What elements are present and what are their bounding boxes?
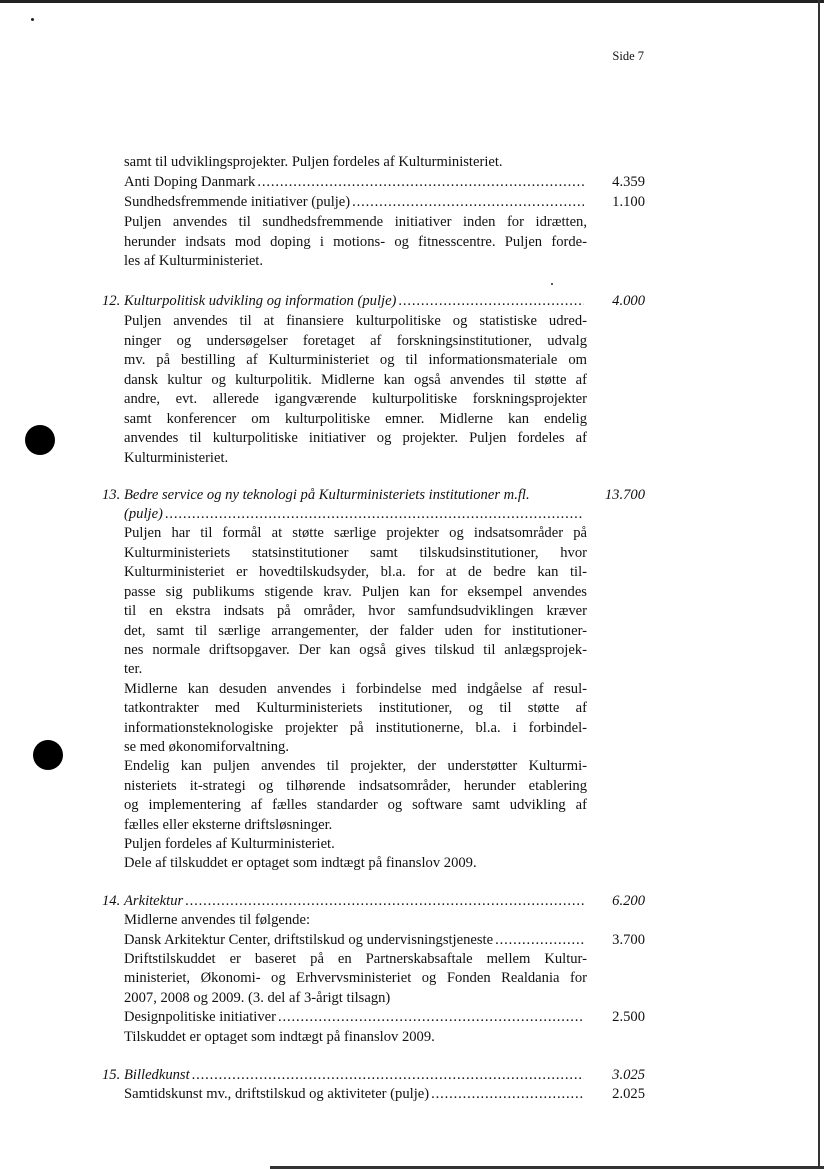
section-amount: 4.000 xyxy=(612,293,645,309)
body-line: fælles eller eksterne driftsløsninger. xyxy=(124,817,333,833)
section-number: 13. xyxy=(102,487,121,503)
scan-speck xyxy=(551,283,553,285)
body-line: herunder indsats mod doping i motions- og fitnesscentre. Puljen forde- xyxy=(124,234,587,250)
body-line: 2007, 2008 og 2009. (3. del af 3-årigt tilsagn) xyxy=(124,990,391,1006)
body-line: til en ekstra indsats på områder, hvor samfundsudviklingen kræver xyxy=(124,603,587,619)
section-amount: 3.025 xyxy=(612,1067,645,1083)
entry-amount: 4.359 xyxy=(612,174,645,190)
section-heading xyxy=(124,892,586,912)
entry-dac xyxy=(124,931,586,951)
leader-dots xyxy=(185,892,584,912)
entry-label: Sundhedsfremmende initiativer (pulje) xyxy=(124,194,351,210)
section-title-cont: (pulje) xyxy=(124,506,163,522)
scan-edge-top xyxy=(0,0,824,3)
body-line: Driftstilskuddet er baseret på en Partnerskabsaftale mellem Kultur- xyxy=(124,951,587,967)
entry-samtidskunst xyxy=(124,1085,586,1105)
body-line: Kulturministeriets statsinstitutioner samt tilskudsinstitutioner, hvor xyxy=(124,545,587,561)
section-amount: 13.700 xyxy=(604,487,645,503)
intro-line: samt til udviklingsprojekter. Puljen fordeles af Kulturministeriet. xyxy=(124,154,503,170)
body-line: Puljen fordeles af Kulturministeriet. xyxy=(124,836,335,852)
entry-amount: 2.500 xyxy=(612,1009,645,1025)
leader-dots xyxy=(431,1085,584,1105)
body-line: og implementering af fælles standarder og software samt udvikling af xyxy=(124,797,587,813)
body-line: Endelig kan puljen anvendes til projekter, der understøtter Kulturmi- xyxy=(124,758,587,774)
body-line: ministeriet, Økonomi- og Erhvervsministeriet og Fonden Realdania for xyxy=(124,970,587,986)
entry-amount: 2.025 xyxy=(612,1086,645,1102)
section-number: 14. xyxy=(102,893,121,909)
body-line: dansk kultur og kulturpolitik. Midlerne kan også anvendes til støtte af xyxy=(124,372,587,388)
body-line: Dele af tilskuddet er optaget som indtægt på finanslov 2009. xyxy=(124,855,477,871)
leader-dots xyxy=(398,292,584,312)
body-line: les af Kulturministeriet. xyxy=(124,253,264,269)
body-line: ter. xyxy=(124,661,143,677)
entry-label: Anti Doping Danmark xyxy=(124,174,256,190)
entry-anti-doping xyxy=(124,173,586,193)
section-title: Bedre service og ny teknologi på Kulturministeriets institutioner m.fl. xyxy=(124,487,530,503)
scan-speck xyxy=(31,18,34,21)
section-heading xyxy=(124,1066,586,1086)
body-line: tatkontrakter med Kulturministeriets institutioner, og til støtte af xyxy=(124,700,587,716)
body-line: andre, evt. allerede igangværende kulturpolitiske forskningsprojekter xyxy=(124,391,587,407)
leader-dots xyxy=(495,931,584,951)
body-line: Midlerne anvendes til følgende: xyxy=(124,912,311,928)
leader-dots xyxy=(352,193,584,213)
section-amount: 6.200 xyxy=(612,893,645,909)
leader-dots xyxy=(165,505,584,525)
entry-label: Samtidskunst mv., driftstilskud og aktiviteter (pulje) xyxy=(124,1086,430,1102)
body-line: mv. på bestilling af Kulturministeriet og til informationsmateriale om xyxy=(124,352,587,368)
section-title: Kulturpolitisk udvikling og information (pulje) xyxy=(124,293,397,309)
body-line: det, samt til særlige arrangementer, der falder uden for institutioner- xyxy=(124,623,587,639)
body-line: samt konferencer om kulturpolitiske emner. Midlerne kan endelig xyxy=(124,411,587,427)
body-line: Puljen anvendes til sundhedsfremmende initiativer inden for idrætten, xyxy=(124,214,587,230)
body-line: se med økonomiforvaltning. xyxy=(124,739,289,755)
body-line: anvendes til kulturpolitiske initiativer og projekter. Puljen fordeles af xyxy=(124,430,587,446)
entry-label: Dansk Arkitektur Center, driftstilskud og undervisningstjeneste xyxy=(124,932,494,948)
leader-dots xyxy=(192,1066,584,1086)
leader-dots xyxy=(278,1008,584,1028)
body-line: passe sig publikums stigende krav. Puljen kan for eksempel anvendes xyxy=(124,584,587,600)
section-title: Arkitektur xyxy=(124,893,184,909)
body-line: nisteriets it-strategi og tilhørende indsatsområder, herunder etablering xyxy=(124,778,587,794)
punch-hole-bottom xyxy=(33,740,63,770)
body-line: Puljen anvendes til at finansiere kulturpolitiske og statistiske udred- xyxy=(124,313,587,329)
leader-dots xyxy=(257,173,584,193)
section-number: 15. xyxy=(102,1067,121,1083)
body-line: Kulturministeriet. xyxy=(124,450,229,466)
section-heading xyxy=(124,292,586,312)
body-line: Puljen har til formål at støtte særlige projekter og indsatsområder på xyxy=(124,525,587,541)
body-line: Kulturministeriet er hovedtilskudsyder, bl.a. for at de bedre kan til- xyxy=(124,564,587,580)
body-line: informationsteknologiske projekter på institutionerne, bl.a. i forbindel- xyxy=(124,720,587,736)
punch-hole-top xyxy=(25,425,55,455)
body-line: Tilskuddet er optaget som indtægt på finanslov 2009. xyxy=(124,1029,435,1045)
entry-label: Designpolitiske initiativer xyxy=(124,1009,276,1025)
body-line: ninger og undersøgelser foretaget af forskningsinstitutioner, udvalg xyxy=(124,333,587,349)
section-title: Billedkunst xyxy=(124,1067,190,1083)
entry-design xyxy=(124,1008,586,1028)
section-heading xyxy=(124,505,586,525)
page-number: Side 7 xyxy=(612,49,644,63)
entry-amount: 3.700 xyxy=(612,932,645,948)
body-line: Midlerne kan desuden anvendes i forbindelse med indgåelse af resul- xyxy=(124,681,587,697)
body-line: nes normale driftsopgaver. Der kan også gives tilskud til anlægsprojek- xyxy=(124,642,587,658)
section-number: 12. xyxy=(102,293,121,309)
scan-edge-right xyxy=(818,0,820,1169)
entry-amount: 1.100 xyxy=(612,194,645,210)
entry-sundhed xyxy=(124,193,586,213)
